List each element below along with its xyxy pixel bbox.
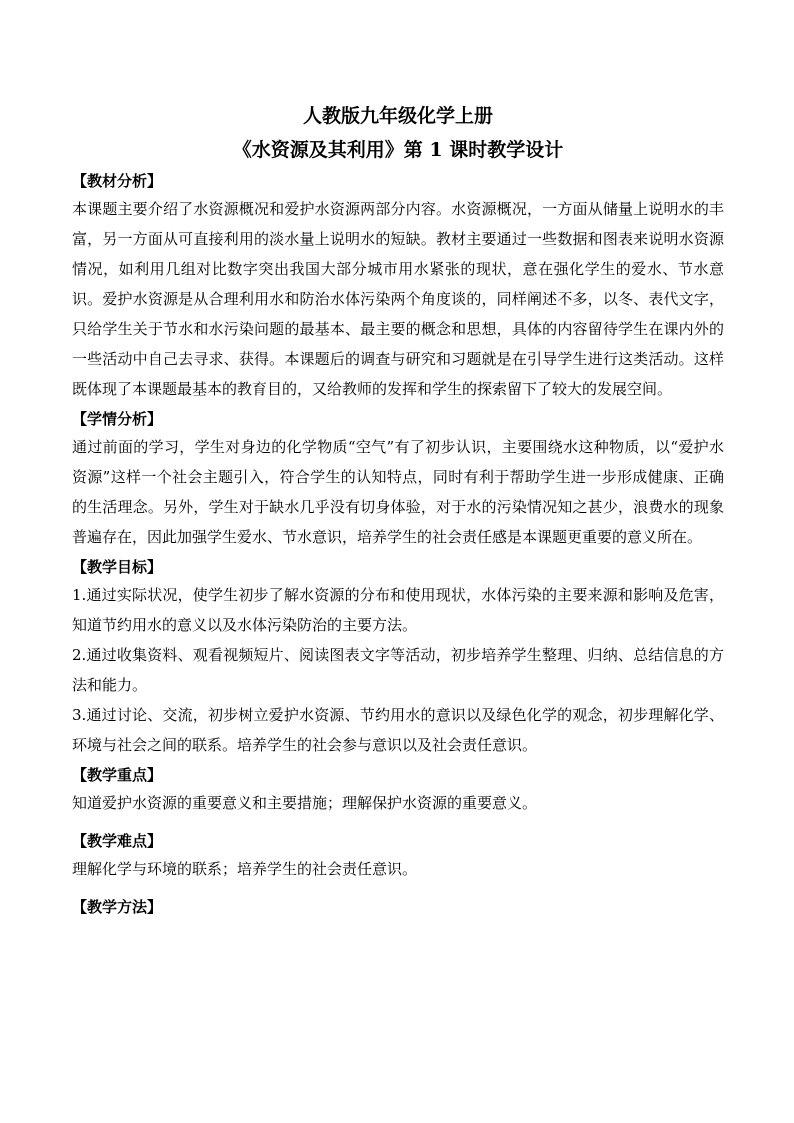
section-paragraph: 本课题主要介绍了水资源概况和爱护水资源两部分内容。水资源概况，一方面从储量上说明水的丰富，另一方面从可直接利用的淡水量上说明水的短缺。教材主要通过一些数据和图表来说明水资源情况，如利用几组对比数字突出我国大部分城市用水紧张的现状，意在强化学生的爱水、节水意识。爱护水资源是从合理利用水和防治水体污染两个角度谈的，同样阐述不多，以冬、表代文字，只给学生关于节水和水污染问题的最基本、最主要的概念和思想，具体的内容留待学生在课内外的一些活动中自己去寻求、获得。本课题后的调查与研究和习题就是在引导学生进行这类活动。这样既体现了本课题最基本的教育目的，又给教师的发挥和学生的探索留下了较大的发展空间。 — [72, 200, 724, 398]
spacer — [72, 884, 724, 892]
section-teaching-methods — [72, 896, 724, 918]
section-paragraph: 知道爱护水资源的重要意义和主要措施；理解保护水资源的重要意义。 — [72, 794, 538, 812]
section-material-analysis — [72, 170, 724, 404]
objective-item: 2.通过收集资料、观看视频短片、阅读图表文字等活动，初步培养学生整理、归纳、总结信息的方法和能力。 — [72, 646, 724, 694]
section-paragraph: 通过前面的学习，学生对身边的化学物质“空气”有了初步认识，主要围绕水这种物质，以“爱护水资源”这样一个社会主题引入，符合学生的认知特点，同时有利于帮助学生进一步形成健康、正确的生活理念。另外，学生对于缺水几乎没有切身体验，对于水的污染情况知之甚少，浪费水的现象普遍存在，因此加强学生爱水、节水意识，培养学生的社会责任感是本课题更重要的意义所在。 — [72, 438, 724, 546]
section-heading: 【教学方法】 — [72, 898, 163, 916]
document-title-line1: 人教版九年级化学上册 — [302, 105, 493, 127]
document-title-line2: 《水资源及其利用》第 1 课时教学设计 — [232, 139, 564, 161]
objective-item: 3.通过讨论、交流，初步树立爱护水资源、节约用水的意识以及绿色化学的观念，初步理解化学、环境与社会之间的联系。培养学生的社会参与意识以及社会责任意识。 — [72, 706, 724, 754]
document-page — [72, 100, 724, 920]
section-student-analysis — [72, 408, 724, 552]
section-heading: 【教学难点】 — [72, 832, 163, 850]
section-difficult-points — [72, 830, 724, 884]
objective-item: 1.通过实际状况，使学生初步了解水资源的分布和使用现状，水体污染的主要来源和影响及危害，知道节约用水的意义以及水体污染防治的主要方法。 — [72, 586, 724, 634]
section-heading: 【学情分析】 — [72, 410, 163, 428]
spacer — [72, 818, 724, 826]
section-heading: 【教学目标】 — [72, 558, 163, 576]
section-heading: 【教学重点】 — [72, 766, 163, 784]
section-teaching-objectives — [72, 556, 724, 760]
section-paragraph: 理解化学与环境的联系；培养学生的社会责任意识。 — [72, 860, 418, 878]
section-key-points — [72, 764, 724, 818]
section-heading: 【教材分析】 — [72, 172, 163, 190]
